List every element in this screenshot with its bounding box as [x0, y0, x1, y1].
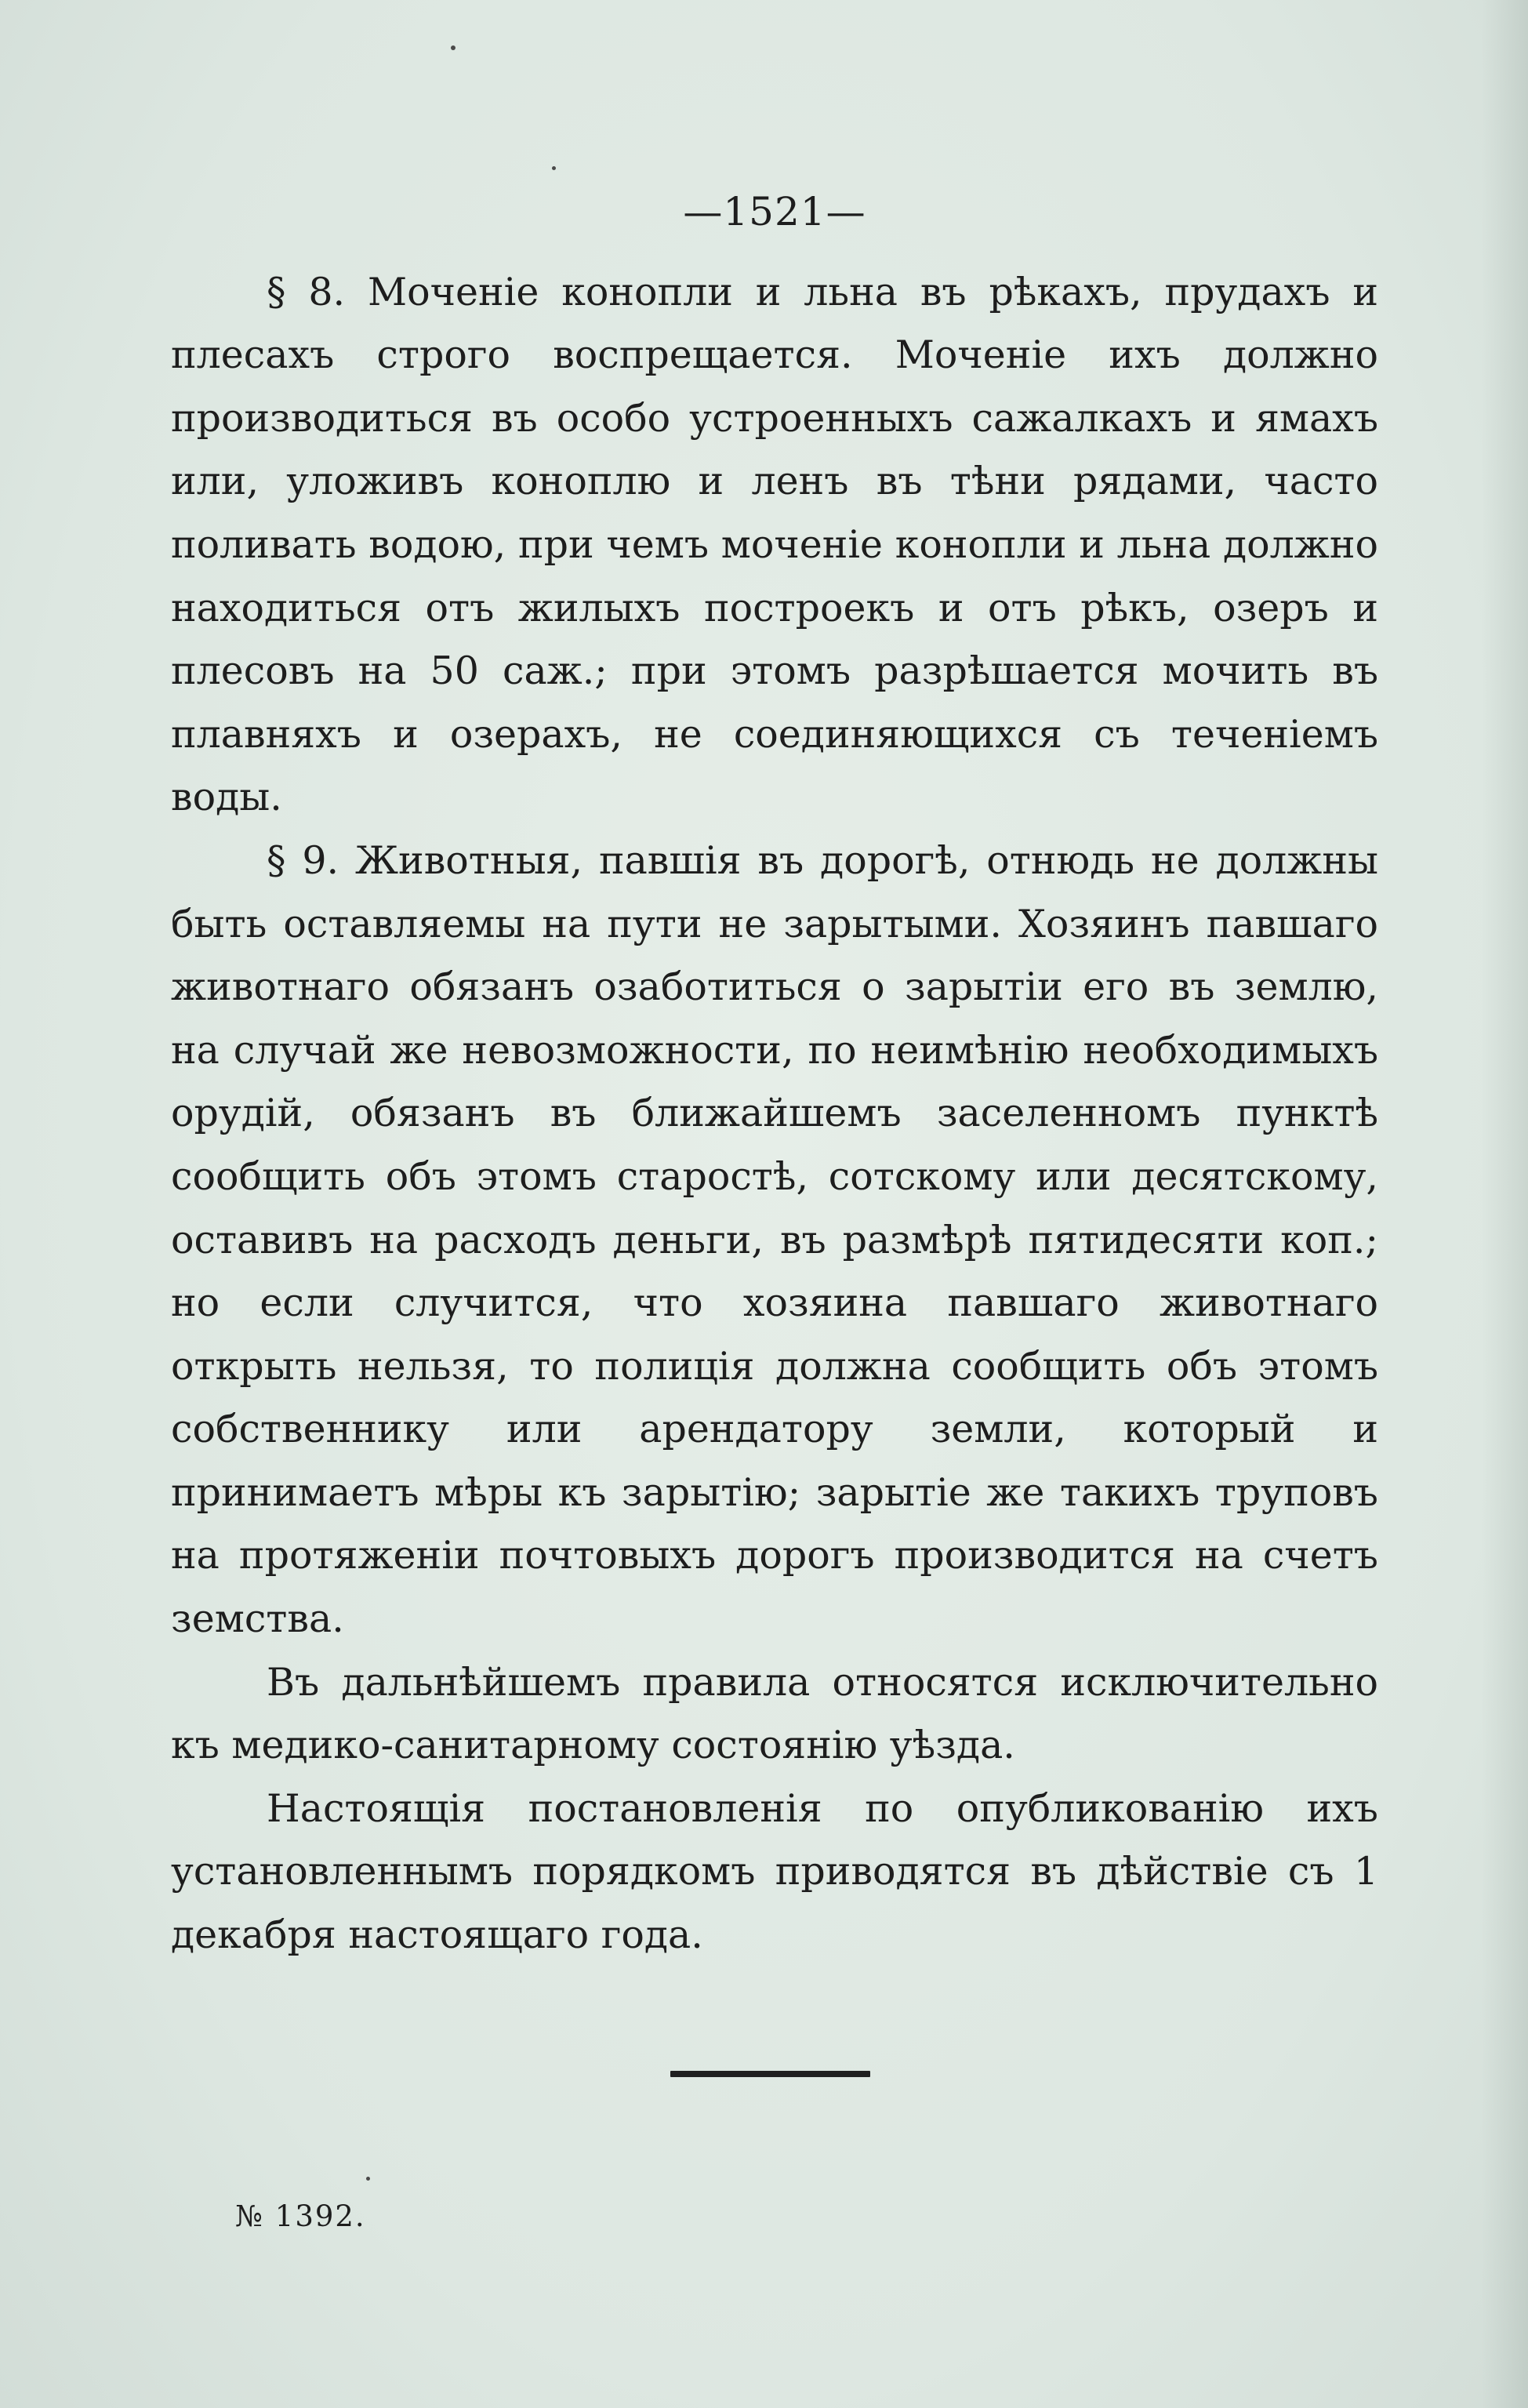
document-footer-number: № 1392.	[235, 2199, 366, 2233]
ink-speck	[451, 45, 455, 50]
closing-rule-divider	[670, 2071, 870, 2077]
document-body	[171, 180, 1378, 1967]
paragraph-section-8: § 8. Моченіе конопли и льна въ рѣкахъ, прудахъ и плесахъ строго воспрещается. Моченіе ихъ должно производиться въ особо устроенныхъ сажалкахъ и ямахъ или, уложивъ коноплю и ленъ въ тѣни рядами, часто поливать водою, при чемъ моченіе конопли и льна должно находиться отъ жилыхъ построекъ и отъ рѣкъ, озеръ и плесовъ на 50 саж.; при этомъ разрѣшается мочить въ плавняхъ и озерахъ, не соединяющихся съ теченіемъ воды.	[171, 269, 1378, 820]
ink-speck	[366, 2177, 370, 2181]
paragraph-further-rules: Въ дальнѣйшемъ правила относятся исключительно къ медико-санитарному состоянію уѣзда.	[171, 1659, 1378, 1768]
paragraph-effective-date: Настоящія постановленія по опубликованію ихъ установленнымъ порядкомъ приводятся въ дѣйствіе съ 1 декабря настоящаго года.	[171, 1785, 1378, 1958]
page-edge-shadow	[1481, 0, 1528, 2408]
page-number: —1521—	[683, 189, 866, 234]
paragraph-section-9: § 9. Животныя, павшія въ дорогѣ, отнюдь не должны быть оставляемы на пути не зарытыми. Хозяинъ павшаго животнаго обязанъ озаботиться о зарытіи его въ землю, на случай же невозможности, по неимѣнію необходимыхъ орудій, обязанъ въ ближайшемъ заселенномъ пунктѣ сообщить объ этомъ старостѣ, сотскому или десятскому, оставивъ на расходъ деньги, въ размѣрѣ пятидесяти коп.; но если случится, что хозяина павшаго животнаго открыть нельзя, то полиція должна сообщить объ этомъ собственнику или арендатору земли, который и принимаетъ мѣры къ зарытію; зарытіе же такихъ труповъ на протяженіи почтовыхъ дорогъ производится на счетъ земства.	[171, 837, 1378, 1642]
ink-speck	[552, 166, 556, 170]
